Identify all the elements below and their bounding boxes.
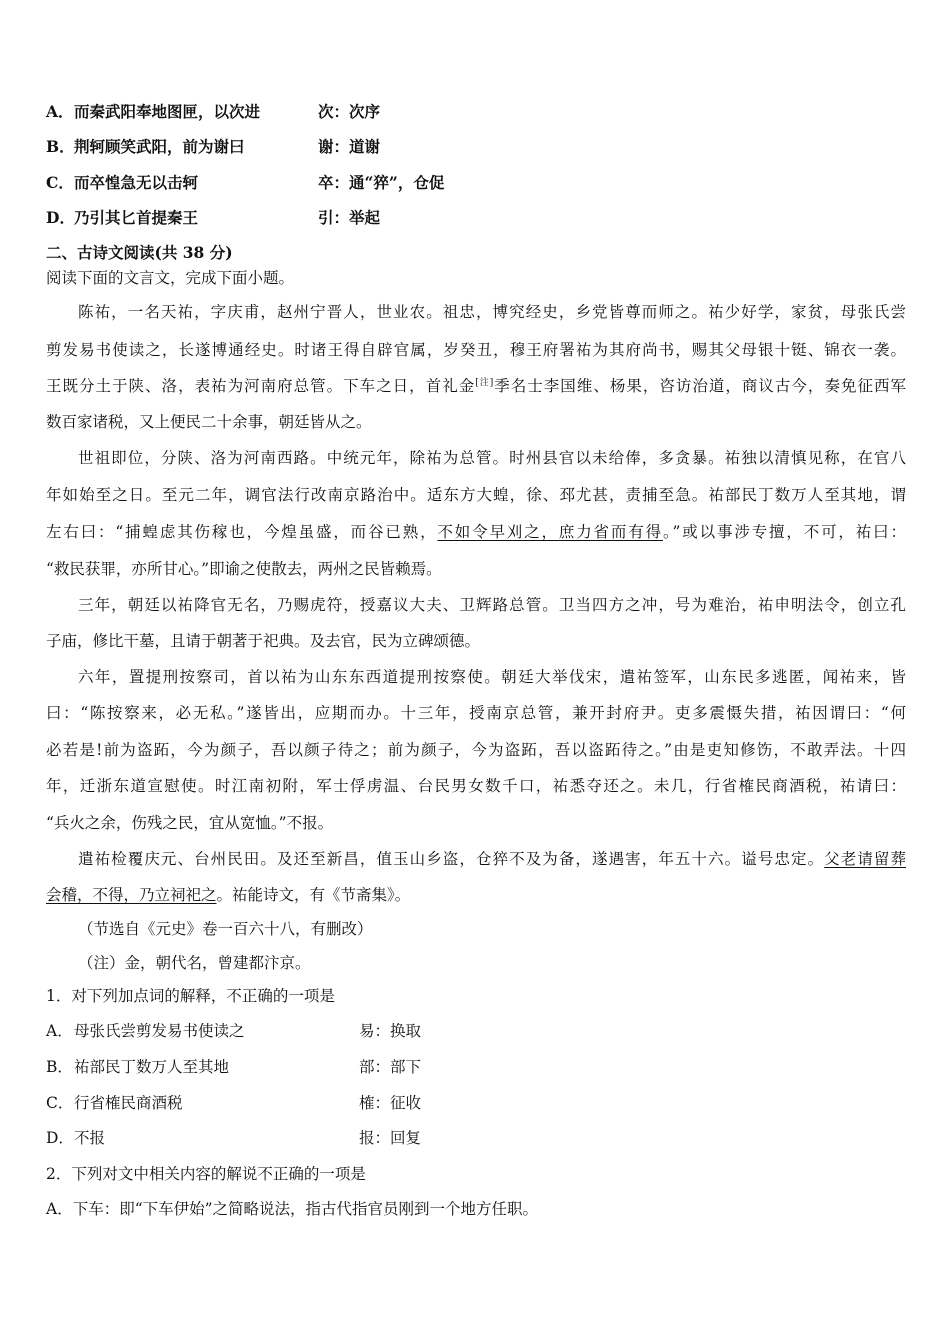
top-option-c xyxy=(46,173,906,193)
passage-line: 数百家诸税，又上便民二十余事，朝廷皆从之。 xyxy=(46,413,372,431)
q1-option-d xyxy=(46,1128,906,1148)
question-2-stem: 2．下列对文中相关内容的解说不正确的一项是 xyxy=(46,1165,366,1183)
top-option-a xyxy=(46,102,906,122)
passage-line: 子庙，修比干墓，且请于朝著于祀典。及去官，民为立碑颂德。 xyxy=(46,632,481,650)
option-label: D． xyxy=(46,1129,74,1147)
option-gloss: 次：次序 xyxy=(318,102,381,121)
option-gloss: 部：部下 xyxy=(359,1058,422,1076)
option-label: B． xyxy=(46,1058,73,1076)
passage-text: 遣祐检覆庆元、台州民田。及还至新昌，值玉山乡盗，仓猝不及为备，遂遇害，年五十六。谥号忠定。 xyxy=(78,850,825,868)
passage-text: 。”或以事涉专擅，不可，祐曰： xyxy=(662,523,906,541)
underlined-sentence: 会稽，不得，乃立祠祀之 xyxy=(46,886,217,904)
passage-line: 世祖即位，分陕、洛为河南西路。中统元年，除祐为总管。时州县官以未给俸，多贪暴。祐独以清慎见称，在官八 xyxy=(78,449,906,467)
passage-text: 季名士李国维、杨果，咨访治道，商议古今，奏免征西军 xyxy=(493,377,906,395)
q1-option-a xyxy=(46,1021,906,1041)
passage-source: （节选自《元史》卷一百六十八，有删改） xyxy=(78,920,373,938)
passage-line xyxy=(46,849,906,869)
option-gloss: 卒：通“猝”，仓促 xyxy=(318,173,445,192)
passage-line: 年如始至之日。至元二年，调官法行改南京路治中。适东方大蝗，徐、邳尤甚，责捕至急。祐部民丁数万人至其地，谓 xyxy=(46,486,906,504)
passage-line: 陈祐，一名天祐，字庆甫，赵州宁晋人，世业农。祖忠，博究经史，乡党皆尊而师之。祐少好学，家贫，母张氏尝 xyxy=(78,303,906,321)
option-text: 祐部民丁数万人至其地 xyxy=(74,1058,230,1076)
passage-text: 左右曰：“捕蝗虑其伤稼也，今煌虽盛，而谷已熟， xyxy=(46,523,438,541)
option-text: 行省榷民商酒税 xyxy=(74,1094,183,1112)
top-option-d xyxy=(46,208,906,228)
passage-line: 必若是!前为盗跖，今为颜子，吾以颜子待之；前为颜子，今为盗跖，吾以盗跖待之。”由是吏知修饬，不敢弄法。十四 xyxy=(46,741,906,759)
passage-text: 王既分土于陕、洛，表祐为河南府总管。下车之日，首礼金 xyxy=(46,377,476,395)
option-gloss: 谢：道谢 xyxy=(318,137,381,156)
passage-text: 。祐能诗文，有《节斋集》。 xyxy=(216,886,411,904)
underlined-sentence: 父老请留葬 xyxy=(824,850,906,868)
passage-line: “兵火之余，伤残之民，宜从宽恤。”不报。 xyxy=(46,814,334,832)
option-text: 荆轲顾笑武阳，前为谢曰 xyxy=(74,137,245,156)
passage-line: 年，迁浙东道宣慰使。时江南初附，军士俘虏温、台民男女数千口，祐悉夺还之。未几，行省榷民商酒税，祐请曰： xyxy=(46,777,906,795)
option-text: 而秦武阳奉地图匣，以次进 xyxy=(74,102,261,121)
passage-line: 曰：“陈按察来，必无私。”遂皆出，应期而办。十三年，授南京总管，兼开封府尹。吏多震慑失措，祐因谓曰：“何 xyxy=(46,704,906,722)
option-label: A． xyxy=(46,1022,73,1040)
option-text: 而卒惶急无以击轲 xyxy=(74,173,199,192)
option-label: D． xyxy=(46,208,75,227)
passage-line xyxy=(46,522,906,542)
question-1-stem: 1．对下列加点词的解释，不正确的一项是 xyxy=(46,987,335,1005)
option-label: C． xyxy=(46,173,74,192)
section-title: 二、古诗文阅读(共 38 分) xyxy=(46,243,233,262)
passage-line xyxy=(46,376,906,396)
passage-line: “救民获罪，亦所甘心。”即谕之使散去，两州之民皆赖焉。 xyxy=(46,560,442,578)
option-gloss: 报：回复 xyxy=(359,1129,422,1147)
option-gloss: 引：举起 xyxy=(318,208,381,227)
option-label: A． xyxy=(46,102,74,121)
passage-line xyxy=(46,885,906,905)
q1-option-c xyxy=(46,1093,906,1113)
option-text: 母张氏尝剪发易书使读之 xyxy=(74,1022,245,1040)
option-label: B． xyxy=(46,137,75,156)
option-text: 乃引其匕首提秦王 xyxy=(74,208,199,227)
q2-option-a: A．下车：即“下车伊始”之简略说法，指古代指官员刚到一个地方任职。 xyxy=(46,1200,539,1218)
underlined-sentence: 不如令早刈之，庶力省而有得 xyxy=(437,523,663,541)
option-text: 不报 xyxy=(74,1129,106,1147)
passage-line: 剪发易书使读之，长遂博通经史。时诸王得自辟官属，岁癸丑，穆王府署祐为其府尚书，赐其父母银十铤、锦衣一袭。 xyxy=(46,341,906,359)
option-gloss: 榷：征收 xyxy=(359,1094,422,1112)
option-label: C． xyxy=(46,1094,74,1112)
top-option-b xyxy=(46,137,906,157)
option-gloss: 易：换取 xyxy=(359,1022,422,1040)
q1-option-b xyxy=(46,1057,906,1077)
footnote-marker: [注] xyxy=(475,377,494,388)
passage-line: 三年，朝廷以祐降官无名，乃赐虎符，授嘉议大夫、卫辉路总管。卫当四方之冲，号为难治，祐申明法令，创立孔 xyxy=(78,596,906,614)
section-instruction: 阅读下面的文言文，完成下面小题。 xyxy=(46,269,295,287)
passage-footnote: （注）金，朝代名，曾建都汴京。 xyxy=(78,954,311,972)
passage-line: 六年，置提刑按察司，首以祐为山东东西道提刑按察使。朝廷大举伐宋，遣祐签军，山东民多逃匿，闻祐来，皆 xyxy=(78,668,906,686)
